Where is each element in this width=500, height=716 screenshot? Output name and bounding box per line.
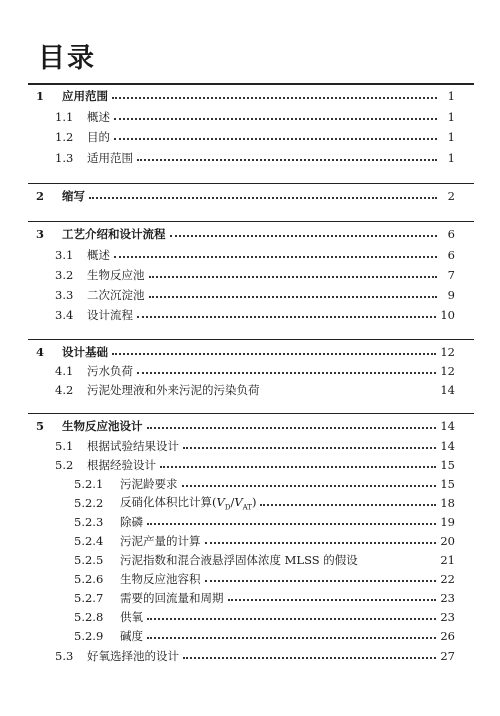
toc-entry-title: 污泥产量的计算 (120, 534, 201, 548)
formula-vd-vat: $(V_D/V_{AT})$ (212, 495, 257, 512)
toc-leader-dots (112, 97, 437, 99)
toc-leader-dots (160, 466, 436, 468)
toc-page-number: 15 (440, 477, 455, 491)
toc-entry-number: 5 (36, 419, 45, 433)
toc-entry-number: 5.3 (55, 649, 74, 663)
toc-entry-number: 3.1 (55, 248, 74, 262)
toc-entry[interactable] (0, 149, 455, 167)
toc-section-entry[interactable] (0, 417, 455, 435)
toc-page-number: 14 (440, 419, 455, 433)
toc-entry[interactable] (0, 513, 455, 531)
toc-entry[interactable] (0, 532, 455, 550)
toc-entry-number: 3.2 (55, 268, 74, 282)
toc-leader-dots (112, 353, 436, 355)
toc-page-number: 23 (440, 610, 455, 624)
toc-entry[interactable] (0, 475, 455, 493)
toc-entry-title: 概述 (87, 248, 110, 262)
toc-leader-dots (137, 372, 436, 374)
toc-leader-dots (183, 657, 436, 659)
toc-page-number: 20 (440, 534, 455, 548)
toc-leader-dots (182, 485, 437, 487)
toc-page-number: 1 (447, 151, 455, 165)
toc-entry[interactable] (0, 246, 455, 264)
toc-entry-number: 4.1 (55, 364, 74, 378)
toc-entry[interactable] (0, 570, 455, 588)
toc-leader-dots (170, 235, 438, 237)
toc-entry[interactable] (0, 286, 455, 304)
toc-leader-dots (183, 447, 436, 449)
toc-page-number: 21 (440, 553, 455, 567)
toc-entry-number: 2 (36, 189, 45, 203)
toc-entry-title: 碱度 (120, 629, 143, 643)
toc-page-number: 26 (440, 629, 455, 643)
toc-entry-number: 4.2 (55, 383, 74, 397)
section-divider (28, 413, 474, 414)
toc-entry[interactable] (0, 608, 455, 626)
toc-leader-dots (260, 504, 436, 506)
toc-entry-number: 1.3 (55, 151, 74, 165)
toc-leader-dots (89, 197, 437, 199)
toc-leader-dots (137, 316, 436, 318)
toc-page-number: 7 (447, 268, 455, 282)
toc-entry[interactable] (0, 647, 455, 665)
toc-page-number: 10 (440, 308, 455, 322)
toc-entry[interactable] (0, 494, 455, 512)
toc-section-entry[interactable] (0, 225, 455, 243)
toc-page-number: 1 (447, 130, 455, 144)
toc-entry-title: 污泥处理液和外来污泥的污染负荷 (87, 383, 260, 397)
toc-leader-dots (362, 561, 437, 563)
toc-leader-dots (205, 542, 437, 544)
toc-entry-number: 5.2.3 (74, 515, 104, 529)
toc-entry-number: 5.2.6 (74, 572, 104, 586)
toc-page-number: 6 (447, 227, 455, 241)
toc-entry-title: 概述 (87, 110, 110, 124)
toc-entry-number: 5.2.8 (74, 610, 104, 624)
toc-entry-number: 1 (36, 89, 45, 103)
toc-entry-title: 污水负荷 (87, 364, 133, 378)
toc-entry[interactable] (0, 627, 455, 645)
toc-entry-title: 污泥指数和混合液悬浮固体浓度 MLSS 的假设 (120, 553, 358, 567)
toc-section-entry[interactable] (0, 187, 455, 205)
toc-entry-number: 5.2.7 (74, 591, 104, 605)
toc-entry-number: 5.2.2 (74, 496, 104, 510)
toc-entry-title: 设计流程 (87, 308, 133, 322)
toc-page-number: 1 (447, 110, 455, 124)
toc-entry-title: 生物反应池容积 (120, 572, 201, 586)
toc-entry-title: 供氧 (120, 610, 143, 624)
toc-entry-number: 3.3 (55, 288, 74, 302)
toc-entry-title: 生物反应池 (87, 268, 145, 282)
toc-entry[interactable] (0, 266, 455, 284)
section-divider (28, 221, 474, 222)
toc-entry[interactable] (0, 437, 455, 455)
toc-entry-number: 3.4 (55, 308, 74, 322)
section-divider (28, 339, 474, 340)
toc-entry-title: 根据经验设计 (87, 458, 156, 472)
toc-entry-title: 缩写 (62, 189, 85, 203)
toc-entry-title: 生物反应池设计 (62, 419, 143, 433)
toc-entry[interactable] (0, 456, 455, 474)
toc-entry-title: 二次沉淀池 (87, 288, 145, 302)
toc-page-number: 14 (440, 439, 455, 453)
toc-page-number: 15 (440, 458, 455, 472)
toc-entry-number: 5.2 (55, 458, 74, 472)
toc-page-number: 2 (447, 189, 455, 203)
toc-page-number: 9 (447, 288, 455, 302)
toc-entry-title: 反硝化体积比计算$(V_D/V_{AT})$ (120, 495, 257, 512)
toc-entry[interactable] (0, 362, 455, 380)
toc-entry-title: 根据试验结果设计 (87, 439, 179, 453)
toc-entry-number: 5.1 (55, 439, 74, 453)
toc-leader-dots (147, 427, 437, 429)
toc-leader-dots (147, 523, 436, 525)
toc-entry-title: 污泥龄要求 (120, 477, 178, 491)
toc-leader-dots (147, 637, 436, 639)
toc-page-number: 12 (440, 345, 455, 359)
title-rule (28, 83, 474, 85)
toc-entry-number: 4 (36, 345, 45, 359)
toc-leader-dots (149, 276, 438, 278)
toc-entry-title: 应用范围 (62, 89, 108, 103)
toc-entry-number: 1.2 (55, 130, 74, 144)
toc-entry-title: 设计基础 (62, 345, 108, 359)
toc-leader-dots (137, 159, 437, 161)
toc-entry-title: 除磷 (120, 515, 143, 529)
toc-page-number: 14 (440, 383, 455, 397)
toc-page-number: 1 (447, 89, 455, 103)
toc-entry-number: 1.1 (55, 110, 74, 124)
toc-entry-number: 3 (36, 227, 45, 241)
toc-entry[interactable] (0, 551, 455, 569)
toc-entry-number: 5.2.9 (74, 629, 104, 643)
toc-entry-number: 5.2.1 (74, 477, 104, 491)
toc-page-number: 6 (447, 248, 455, 262)
toc-entry[interactable] (0, 108, 455, 126)
toc-entry[interactable] (0, 589, 455, 607)
toc-page-number: 19 (440, 515, 455, 529)
toc-entry-title: 目的 (87, 130, 110, 144)
toc-entry-title: 工艺介绍和设计流程 (62, 227, 166, 241)
toc-entry-number: 5.2.4 (74, 534, 104, 548)
toc-entry-number: 5.2.5 (74, 553, 104, 567)
toc-leader-dots (147, 618, 436, 620)
toc-entry-title: 好氧选择池的设计 (87, 649, 179, 663)
page-title: 目录 (38, 43, 96, 74)
toc-leader-dots (114, 138, 437, 140)
toc-entry[interactable] (0, 128, 455, 146)
toc-leader-dots (228, 599, 437, 601)
toc-leader-dots (205, 580, 437, 582)
toc-entry-title: 需要的回流量和周期 (120, 591, 224, 605)
toc-entry[interactable] (0, 381, 455, 399)
toc-entry[interactable] (0, 306, 455, 324)
toc-page-number: 18 (440, 496, 455, 510)
toc-leader-dots (264, 391, 437, 393)
toc-leader-dots (149, 296, 438, 298)
toc-leader-dots (114, 256, 437, 258)
toc-page-number: 22 (440, 572, 455, 586)
section-divider (28, 183, 474, 184)
toc-page-number: 23 (440, 591, 455, 605)
toc-leader-dots (114, 118, 437, 120)
toc-entry-title: 适用范围 (87, 151, 133, 165)
toc-page-number: 27 (440, 649, 455, 663)
toc-section-entry[interactable] (0, 87, 455, 105)
toc-section-entry[interactable] (0, 343, 455, 361)
toc-page-number: 12 (440, 364, 455, 378)
